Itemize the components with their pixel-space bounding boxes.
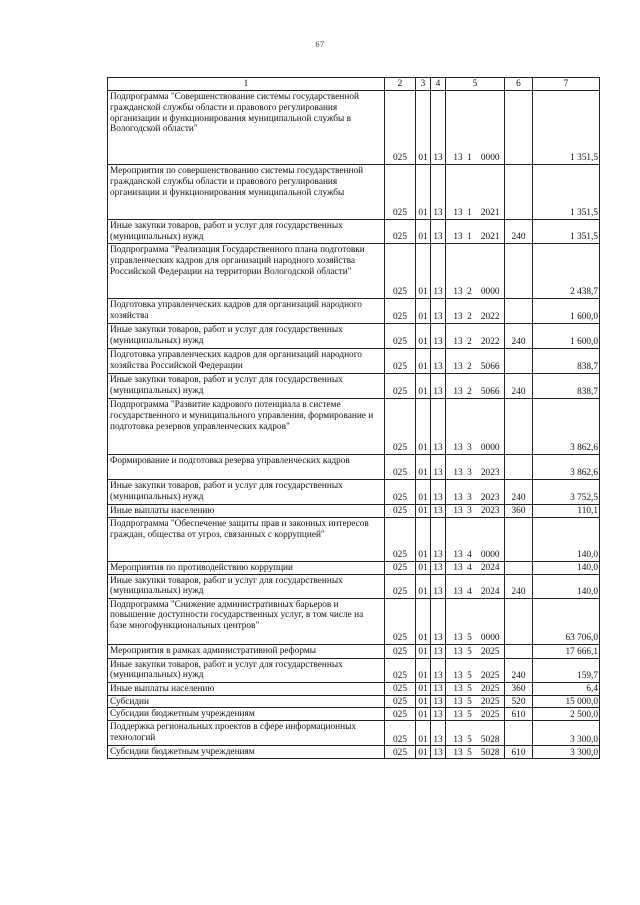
table-row — [108, 721, 600, 746]
target-article-part: 13 — [453, 683, 463, 694]
target-article-part: 2 — [467, 287, 472, 298]
admin-code-cell: 025 — [385, 517, 416, 561]
amount-cell: 6,4 — [533, 682, 600, 695]
section-code-cell: 01 — [416, 374, 431, 399]
amount-cell: 140,0 — [533, 517, 600, 561]
expense-type-cell — [505, 349, 533, 374]
target-article-part: 13 — [453, 153, 463, 164]
section-code-cell: 01 — [416, 324, 431, 349]
table-row — [108, 574, 600, 598]
section-code-cell: 01 — [416, 721, 431, 746]
row-name-cell: Поддержка региональных проектов в сфере информационных технологий — [108, 721, 385, 746]
amount-cell: 1 351,5 — [533, 165, 600, 220]
subsection-code-cell: 13 — [431, 455, 446, 480]
column-header: 5 — [446, 78, 505, 91]
table-row — [108, 374, 600, 399]
subsection-code-cell: 13 — [431, 480, 446, 505]
section-code-cell: 01 — [416, 561, 431, 574]
target-article-part: 3 — [467, 468, 472, 479]
subsection-code-cell: 13 — [431, 399, 446, 455]
target-article-part: 5066 — [480, 387, 500, 398]
admin-code-cell: 025 — [385, 561, 416, 574]
section-code-cell: 01 — [416, 658, 431, 682]
target-article-part: 13 — [453, 287, 463, 298]
target-article-part: 13 — [453, 709, 463, 720]
column-header: 1 — [108, 78, 385, 91]
amount-cell: 1 351,5 — [533, 220, 600, 244]
amount-cell: 3 300,0 — [533, 746, 600, 759]
target-article-part: 2025 — [480, 709, 500, 720]
subsection-code-cell: 13 — [431, 299, 446, 324]
subsection-code-cell: 13 — [431, 644, 446, 658]
subsection-code-cell: 13 — [431, 517, 446, 561]
target-article-part: 13 — [453, 208, 463, 219]
target-article-part: 13 — [453, 443, 463, 454]
section-code-cell: 01 — [416, 695, 431, 708]
amount-cell: 2 438,7 — [533, 244, 600, 299]
table-header-row — [108, 78, 600, 91]
table-row — [108, 505, 600, 518]
subsection-code-cell: 13 — [431, 165, 446, 220]
target-article-part: 0000 — [480, 550, 500, 560]
expense-type-cell: 240 — [505, 574, 533, 598]
table-row — [108, 399, 600, 455]
expense-type-cell — [505, 721, 533, 746]
admin-code-cell: 025 — [385, 455, 416, 480]
target-article-cell — [446, 399, 505, 455]
subsection-code-cell: 13 — [431, 721, 446, 746]
target-article-cell — [446, 349, 505, 374]
section-code-cell: 01 — [416, 299, 431, 324]
target-article-cell — [446, 324, 505, 349]
target-article-part: 4 — [467, 562, 472, 573]
target-article-part: 5028 — [480, 747, 500, 758]
target-article-part: 5 — [467, 632, 472, 643]
subsection-code-cell: 13 — [431, 695, 446, 708]
row-name-cell: Подпрограмма "Совершенствование системы государственной гражданской службы области и правового регулирования организации и функционирования муниципальной службы в Вологодской области" — [108, 91, 385, 165]
amount-cell: 159,7 — [533, 658, 600, 682]
subsection-code-cell: 13 — [431, 746, 446, 759]
amount-cell: 2 500,0 — [533, 708, 600, 721]
admin-code-cell: 025 — [385, 220, 416, 244]
expense-type-cell: 240 — [505, 480, 533, 505]
row-name-cell: Подготовка управленческих кадров для организаций народного хозяйства — [108, 299, 385, 324]
row-name-cell: Мероприятия по противодействию коррупции — [108, 561, 385, 574]
amount-cell: 17 666,1 — [533, 644, 600, 658]
target-article-part: 2 — [467, 387, 472, 398]
target-article-part: 2024 — [480, 562, 500, 573]
target-article-cell — [446, 574, 505, 598]
target-article-cell — [446, 299, 505, 324]
amount-cell: 63 706,0 — [533, 598, 600, 644]
amount-cell: 838,7 — [533, 349, 600, 374]
row-name-cell: Субсидии бюджетным учреждениям — [108, 746, 385, 759]
target-article-part: 13 — [453, 734, 463, 745]
admin-code-cell: 025 — [385, 682, 416, 695]
section-code-cell: 01 — [416, 746, 431, 759]
expense-type-cell — [505, 299, 533, 324]
table-row — [108, 244, 600, 299]
target-article-cell — [446, 695, 505, 708]
target-article-part: 13 — [453, 646, 463, 657]
table-row — [108, 658, 600, 682]
target-article-part: 4 — [467, 586, 472, 597]
admin-code-cell: 025 — [385, 658, 416, 682]
target-article-part: 3 — [467, 506, 472, 516]
amount-cell: 140,0 — [533, 561, 600, 574]
target-article-part: 4 — [467, 550, 472, 560]
subsection-code-cell: 13 — [431, 658, 446, 682]
target-article-part: 2025 — [480, 683, 500, 694]
section-code-cell: 01 — [416, 244, 431, 299]
column-header: 6 — [505, 78, 533, 91]
admin-code-cell: 025 — [385, 91, 416, 165]
target-article-part: 1 — [467, 208, 472, 219]
row-name-cell: Формирование и подготовка резерва управленческих кадров — [108, 455, 385, 480]
admin-code-cell: 025 — [385, 349, 416, 374]
expense-type-cell — [505, 399, 533, 455]
target-article-part: 2025 — [480, 696, 500, 707]
target-article-cell — [446, 721, 505, 746]
subsection-code-cell: 13 — [431, 324, 446, 349]
expense-type-cell: 240 — [505, 220, 533, 244]
table-row — [108, 324, 600, 349]
amount-cell: 1 351,5 — [533, 91, 600, 165]
amount-cell: 1 600,0 — [533, 324, 600, 349]
budget-table — [107, 77, 600, 759]
target-article-cell — [446, 682, 505, 695]
target-article-part: 5 — [467, 683, 472, 694]
target-article-part: 13 — [453, 632, 463, 643]
section-code-cell: 01 — [416, 480, 431, 505]
target-article-part: 2024 — [480, 586, 500, 597]
table-row — [108, 746, 600, 759]
target-article-part: 1 — [467, 153, 472, 164]
table-row — [108, 165, 600, 220]
admin-code-cell: 025 — [385, 644, 416, 658]
table-row — [108, 561, 600, 574]
target-article-cell — [446, 455, 505, 480]
subsection-code-cell: 13 — [431, 682, 446, 695]
row-name-cell: Иные выплаты населению — [108, 505, 385, 518]
section-code-cell: 01 — [416, 598, 431, 644]
target-article-part: 5 — [467, 646, 472, 657]
expense-type-cell — [505, 644, 533, 658]
section-code-cell: 01 — [416, 708, 431, 721]
target-article-part: 1 — [467, 232, 472, 243]
target-article-part: 2023 — [480, 506, 500, 516]
target-article-cell — [446, 505, 505, 518]
row-name-cell: Иные закупки товаров, работ и услуг для государственных (муниципальных) нужд — [108, 324, 385, 349]
admin-code-cell: 025 — [385, 374, 416, 399]
target-article-part: 13 — [453, 493, 463, 504]
amount-cell: 3 862,6 — [533, 399, 600, 455]
target-article-part: 2021 — [480, 208, 500, 219]
admin-code-cell: 025 — [385, 165, 416, 220]
target-article-part: 13 — [453, 468, 463, 479]
table-row — [108, 480, 600, 505]
column-header: 7 — [533, 78, 600, 91]
amount-cell: 140,0 — [533, 574, 600, 598]
target-article-part: 13 — [453, 562, 463, 573]
subsection-code-cell: 13 — [431, 561, 446, 574]
target-article-cell — [446, 220, 505, 244]
target-article-part: 2021 — [480, 232, 500, 243]
expense-type-cell: 360 — [505, 505, 533, 518]
target-article-cell — [446, 244, 505, 299]
subsection-code-cell: 13 — [431, 708, 446, 721]
table-row — [108, 598, 600, 644]
target-article-part: 13 — [453, 232, 463, 243]
row-name-cell: Иные закупки товаров, работ и услуг для государственных (муниципальных) нужд — [108, 658, 385, 682]
target-article-part: 5 — [467, 670, 472, 681]
target-article-part: 5066 — [480, 362, 500, 373]
amount-cell: 3 862,6 — [533, 455, 600, 480]
section-code-cell: 01 — [416, 517, 431, 561]
row-name-cell: Подпрограмма "Снижение административных барьеров и повышение доступности государственных услуг, в том числе на базе многофункциональных центров" — [108, 598, 385, 644]
table-row — [108, 299, 600, 324]
section-code-cell: 01 — [416, 644, 431, 658]
target-article-part: 2022 — [480, 312, 500, 323]
section-code-cell: 01 — [416, 574, 431, 598]
column-header: 4 — [431, 78, 446, 91]
row-name-cell: Иные закупки товаров, работ и услуг для государственных (муниципальных) нужд — [108, 480, 385, 505]
amount-cell: 3 300,0 — [533, 721, 600, 746]
subsection-code-cell: 13 — [431, 220, 446, 244]
expense-type-cell — [505, 165, 533, 220]
target-article-part: 2 — [467, 312, 472, 323]
target-article-part: 0000 — [480, 632, 500, 643]
expense-type-cell — [505, 517, 533, 561]
target-article-cell — [446, 517, 505, 561]
page-number: 67 — [315, 40, 325, 49]
admin-code-cell: 025 — [385, 598, 416, 644]
table-row — [108, 349, 600, 374]
subsection-code-cell: 13 — [431, 374, 446, 399]
expense-type-cell: 360 — [505, 682, 533, 695]
expense-type-cell — [505, 91, 533, 165]
table-body — [108, 78, 600, 759]
target-article-part: 2 — [467, 362, 472, 373]
target-article-part: 2022 — [480, 337, 500, 348]
expense-type-cell — [505, 455, 533, 480]
row-name-cell: Субсидии — [108, 695, 385, 708]
section-code-cell: 01 — [416, 349, 431, 374]
admin-code-cell: 025 — [385, 480, 416, 505]
expense-type-cell — [505, 598, 533, 644]
target-article-cell — [446, 374, 505, 399]
section-code-cell: 01 — [416, 682, 431, 695]
target-article-part: 13 — [453, 337, 463, 348]
section-code-cell: 01 — [416, 505, 431, 518]
expense-type-cell — [505, 244, 533, 299]
target-article-part: 13 — [453, 747, 463, 758]
target-article-cell — [446, 644, 505, 658]
column-header: 3 — [416, 78, 431, 91]
target-article-part: 0000 — [480, 287, 500, 298]
target-article-part: 2025 — [480, 646, 500, 657]
target-article-part: 5 — [467, 747, 472, 758]
table-row — [108, 644, 600, 658]
row-name-cell: Иные закупки товаров, работ и услуг для государственных (муниципальных) нужд — [108, 374, 385, 399]
section-code-cell: 01 — [416, 165, 431, 220]
expense-type-cell: 240 — [505, 324, 533, 349]
subsection-code-cell: 13 — [431, 574, 446, 598]
admin-code-cell: 025 — [385, 721, 416, 746]
table-row — [108, 220, 600, 244]
target-article-cell — [446, 480, 505, 505]
expense-type-cell: 520 — [505, 695, 533, 708]
row-name-cell: Подпрограмма "Обеспечение защиты прав и законных интересов граждан, общества от угроз, связанных с коррупцией" — [108, 517, 385, 561]
target-article-part: 3 — [467, 493, 472, 504]
table-row — [108, 91, 600, 165]
row-name-cell: Мероприятия в рамках административной реформы — [108, 644, 385, 658]
subsection-code-cell: 13 — [431, 505, 446, 518]
table-row — [108, 682, 600, 695]
admin-code-cell: 025 — [385, 746, 416, 759]
amount-cell: 3 752,5 — [533, 480, 600, 505]
target-article-part: 5 — [467, 734, 472, 745]
target-article-part: 2 — [467, 337, 472, 348]
admin-code-cell: 025 — [385, 299, 416, 324]
table-row — [108, 695, 600, 708]
target-article-part: 2025 — [480, 670, 500, 681]
target-article-part: 13 — [453, 362, 463, 373]
target-article-part: 13 — [453, 506, 463, 516]
target-article-part: 13 — [453, 550, 463, 560]
target-article-part: 5028 — [480, 734, 500, 745]
row-name-cell: Субсидии бюджетным учреждениям — [108, 708, 385, 721]
admin-code-cell: 025 — [385, 399, 416, 455]
expense-type-cell: 240 — [505, 374, 533, 399]
target-article-cell — [446, 165, 505, 220]
subsection-code-cell: 13 — [431, 244, 446, 299]
admin-code-cell: 025 — [385, 244, 416, 299]
target-article-part: 13 — [453, 696, 463, 707]
target-article-part: 0000 — [480, 443, 500, 454]
target-article-cell — [446, 658, 505, 682]
expense-type-cell: 610 — [505, 746, 533, 759]
expense-type-cell: 240 — [505, 658, 533, 682]
amount-cell: 15 000,0 — [533, 695, 600, 708]
target-article-cell — [446, 598, 505, 644]
target-article-cell — [446, 91, 505, 165]
expense-type-cell — [505, 561, 533, 574]
target-article-part: 0000 — [480, 153, 500, 164]
section-code-cell: 01 — [416, 220, 431, 244]
admin-code-cell: 025 — [385, 505, 416, 518]
amount-cell: 838,7 — [533, 374, 600, 399]
column-header: 2 — [385, 78, 416, 91]
target-article-part: 13 — [453, 586, 463, 597]
admin-code-cell: 025 — [385, 574, 416, 598]
section-code-cell: 01 — [416, 399, 431, 455]
target-article-cell — [446, 708, 505, 721]
admin-code-cell: 025 — [385, 324, 416, 349]
row-name-cell: Иные закупки товаров, работ и услуг для государственных (муниципальных) нужд — [108, 220, 385, 244]
row-name-cell: Подпрограмма "Реализация Государственного плана подготовки управленческих кадров для организаций народного хозяйства Российской Федерации на территории Вологодской области" — [108, 244, 385, 299]
table-row — [108, 708, 600, 721]
table-row — [108, 517, 600, 561]
subsection-code-cell: 13 — [431, 598, 446, 644]
target-article-part: 13 — [453, 312, 463, 323]
target-article-part: 2023 — [480, 493, 500, 504]
row-name-cell: Мероприятия по совершенствованию системы государственной гражданской службы области и правового регулирования организации и функционирования муниципальной службы — [108, 165, 385, 220]
target-article-part: 2023 — [480, 468, 500, 479]
table-row — [108, 455, 600, 480]
expense-type-cell: 610 — [505, 708, 533, 721]
row-name-cell: Подготовка управленческих кадров для организаций народного хозяйства Российской Федерации — [108, 349, 385, 374]
target-article-part: 5 — [467, 709, 472, 720]
target-article-part: 13 — [453, 387, 463, 398]
subsection-code-cell: 13 — [431, 349, 446, 374]
target-article-cell — [446, 746, 505, 759]
amount-cell: 110,1 — [533, 505, 600, 518]
target-article-part: 13 — [453, 670, 463, 681]
section-code-cell: 01 — [416, 91, 431, 165]
admin-code-cell: 025 — [385, 708, 416, 721]
subsection-code-cell: 13 — [431, 91, 446, 165]
target-article-part: 3 — [467, 443, 472, 454]
target-article-cell — [446, 561, 505, 574]
row-name-cell: Иные выплаты населению — [108, 682, 385, 695]
target-article-part: 5 — [467, 696, 472, 707]
admin-code-cell: 025 — [385, 695, 416, 708]
section-code-cell: 01 — [416, 455, 431, 480]
row-name-cell: Иные закупки товаров, работ и услуг для государственных (муниципальных) нужд — [108, 574, 385, 598]
row-name-cell: Подпрограмма "Развитие кадрового потенциала в системе государственного и муниципального управления, формирование и подготовка резервов управленческих кадров" — [108, 399, 385, 455]
amount-cell: 1 600,0 — [533, 299, 600, 324]
